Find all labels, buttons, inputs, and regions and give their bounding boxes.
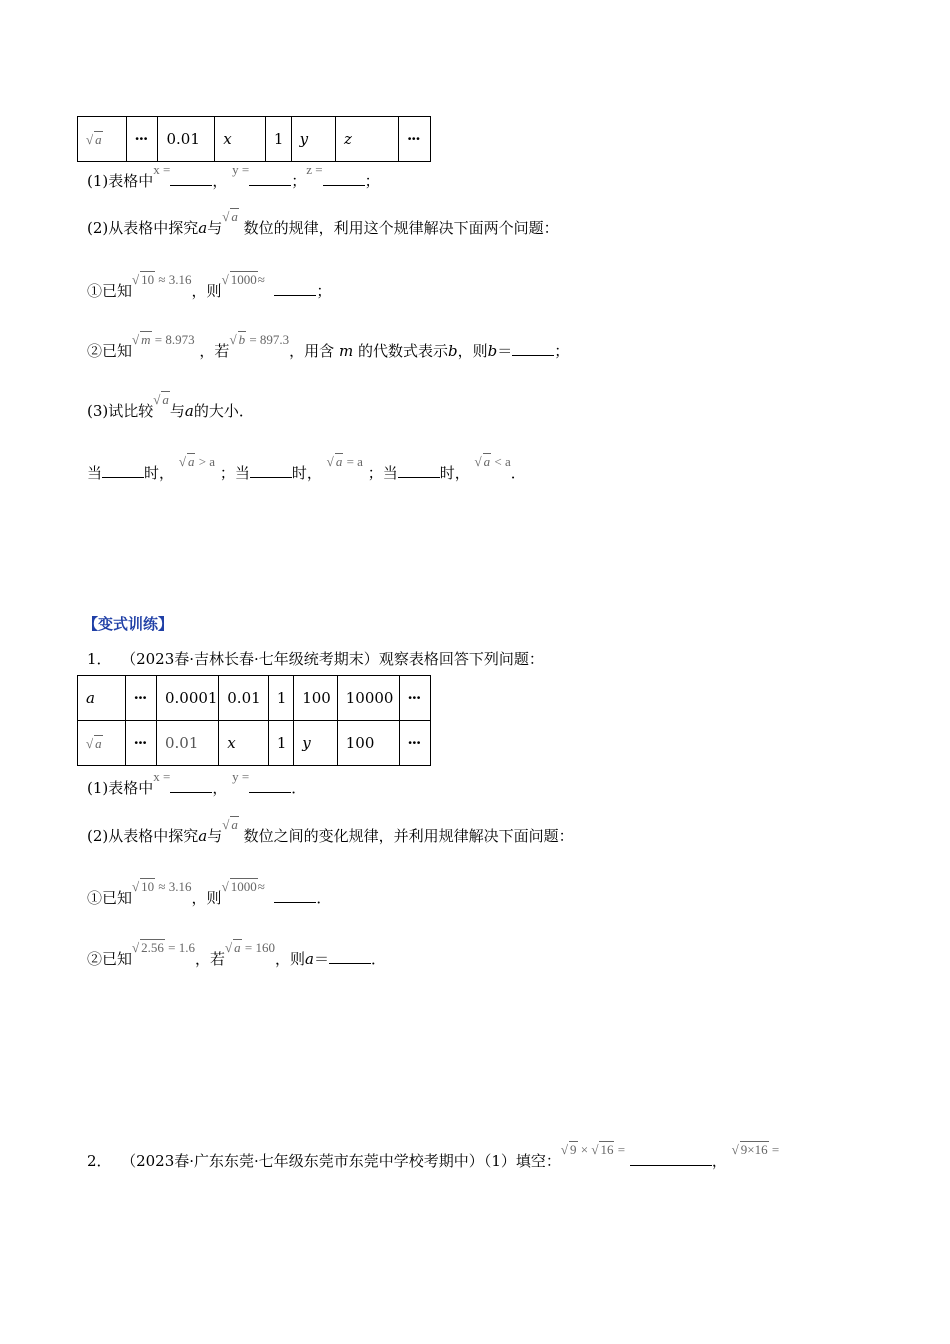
- table-cell: 0.0001: [156, 676, 218, 721]
- table-cell: √ a: [78, 721, 126, 766]
- table-cell: 1: [265, 117, 291, 162]
- table-cell: 10000: [337, 676, 399, 721]
- answer-blank[interactable]: [102, 463, 144, 478]
- p1-part1: (1)表格中x =， y =．: [87, 769, 307, 797]
- table-cell: ···: [399, 721, 430, 766]
- table-cell: z: [335, 117, 398, 162]
- table-cell: x: [219, 721, 269, 766]
- variant-training-header: 【变式训练】: [83, 615, 174, 633]
- table-2: [77, 675, 431, 766]
- q1-compare-line: 当 时， √ a > a ；当 时， √ a = a ；当 时， √ a < a．: [87, 454, 526, 482]
- table-cell: 1: [268, 676, 293, 721]
- table-cell: ···: [125, 721, 156, 766]
- table-row: [78, 676, 431, 721]
- answer-blank[interactable]: [323, 171, 365, 186]
- table-cell: ···: [399, 676, 430, 721]
- p1-condition-1: ①已知√ 10 ≈ 3.16，则√ 1000≈ ．: [87, 879, 332, 907]
- table-cell: ···: [398, 117, 430, 162]
- q1-part1: (1)表格中x =， y =；z =；: [87, 162, 380, 190]
- q1-condition-1: ①已知√ 10 ≈ 3.16，则√ 1000≈ ；: [87, 272, 332, 300]
- answer-blank[interactable]: [512, 341, 554, 356]
- q1-part2: (2)从表格中探究a与√ a 数位的规律，利用这个规律解决下面两个问题：: [87, 209, 559, 237]
- table-1: [77, 116, 431, 162]
- answer-blank[interactable]: [249, 171, 291, 186]
- answer-blank[interactable]: [398, 463, 440, 478]
- table-cell: y: [294, 721, 338, 766]
- q1-condition-2: ②已知√ m = 8.973 ，若√ b = 897.3，用含 m 的代数式表示b，则b＝ ；: [87, 332, 570, 360]
- answer-blank[interactable]: [249, 778, 291, 793]
- table-cell: 0.01: [158, 117, 215, 162]
- table-cell: 1: [268, 721, 293, 766]
- answer-blank[interactable]: [329, 949, 371, 964]
- answer-blank[interactable]: [274, 281, 316, 296]
- table-cell: 100: [294, 676, 338, 721]
- table-cell: x: [215, 117, 266, 162]
- table-cell: y: [291, 117, 335, 162]
- answer-blank[interactable]: [630, 1151, 712, 1166]
- q1-part3: (3)试比较√ a与a的大小．: [87, 392, 254, 420]
- answer-blank[interactable]: [170, 171, 212, 186]
- table-row: [78, 721, 431, 766]
- table-cell: 0.01: [156, 721, 218, 766]
- answer-blank[interactable]: [250, 463, 292, 478]
- table-cell: 100: [337, 721, 399, 766]
- table-cell: a: [78, 676, 126, 721]
- table-cell: 0.01: [219, 676, 269, 721]
- table-cell: √ a: [78, 117, 127, 162]
- answer-blank[interactable]: [170, 778, 212, 793]
- problem-2-title: 2． （2023春·广东东莞·七年级东莞市东莞中学校考期中）（1）填空：√ 9 × √ 16 = ， √ 9×16 =: [87, 1142, 780, 1170]
- p1-condition-2: ②已知√ 2.56 = 1.6，若√ a = 160，则a＝ ．: [87, 940, 386, 968]
- table-cell: ···: [126, 117, 158, 162]
- table-row: [78, 117, 431, 162]
- problem-1-title: 1． （2023春·吉林长春·七年级统考期末）观察表格回答下列问题：: [87, 650, 544, 668]
- p1-part2: (2)从表格中探究a与√ a 数位之间的变化规律，并利用规律解决下面问题：: [87, 817, 574, 845]
- answer-blank[interactable]: [274, 888, 316, 903]
- table-cell: ···: [125, 676, 156, 721]
